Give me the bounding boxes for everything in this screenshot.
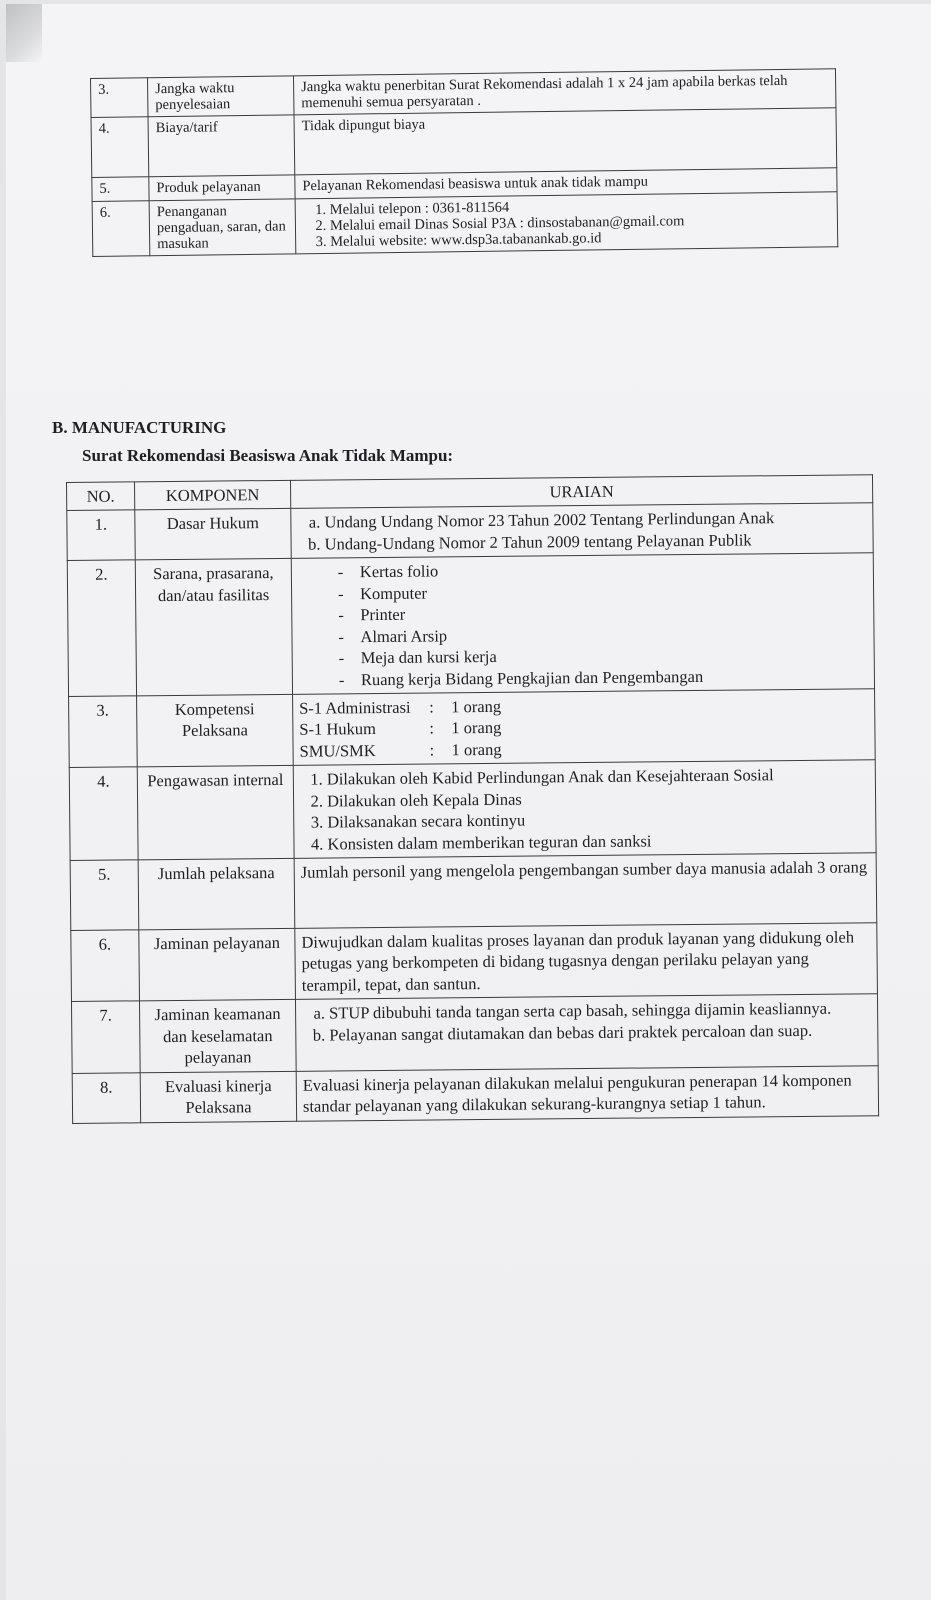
row-component: Produk pelayanan [149,175,295,200]
header-description: URAIAN [290,475,872,509]
row-description [293,760,876,858]
row-component: Jumlah pelaksana [138,858,295,929]
list-item: - Komputer [338,578,867,605]
row-component: Dasar Hukum [135,509,291,560]
row-description: Pelayanan Rekomendasi beasiswa untuk anak tidak mampu [295,168,837,198]
list-item: b. Undang-Undang Nomor 2 Tahun 2009 tentang Pelayanan Publik [325,528,867,555]
list-item: - Meja dan kursi kerja [339,642,868,669]
row-description: Tidak dipungut biaya [294,108,837,175]
table-row [92,191,838,256]
competency-role: S-1 Hukum [299,719,377,740]
row-component: Kompetensi Pelaksana [137,694,294,767]
header-no: NO. [67,482,135,511]
list-item: - Printer [338,600,867,627]
row-number: 4. [69,767,138,860]
section-subheading: Surat Rekomendasi Beasiswa Anak Tidak Mampu: [82,446,454,465]
table-row [91,108,837,178]
table-row [69,689,876,768]
competency-sep: : [429,697,434,717]
row-number: 1. [67,510,135,561]
header-component: KOMPONEN [135,480,291,510]
row-number: 6. [71,930,140,1002]
competency-line [299,735,868,762]
row-component: Jaminan keamanan dan keselamatan pelayanan [139,1000,296,1073]
table-row [67,553,874,696]
row-description [291,503,873,558]
list-item: 1. Dilakukan oleh Kabid Perlindungan Anak dan Kesejahteraan Sosial [327,764,869,791]
list-item: - Almari Arsip [338,621,867,648]
row-number: 7. [71,1001,140,1073]
row-number: 5. [92,177,149,201]
row-description: Evaluasi kinerja pelayanan dilakukan melalui pengukuran penerapan 14 komponen standar pelayanan yang dilakukan sekurang-kurangnya setiap 1 tahun. [296,1065,878,1120]
security-list [302,998,871,1046]
row-number: 2. [67,560,136,696]
row-description: Diwujudkan dalam kualitas proses layanan dan produk layanan yang didukung oleh petugas yang berkompeten di bidang tugasnya dengan perilaku pelayan yang terampil, tepat, dan santun. [295,923,878,1000]
row-number: 5. [70,860,139,931]
table-row [71,994,878,1073]
row-number: 6. [92,200,150,256]
row-description [295,191,838,254]
list-item: 1. Melalui telepon : 0361-811564 [330,195,830,218]
service-standard-table-main [66,474,879,1123]
competency-count: 1 orang [451,739,502,760]
table-row [70,853,877,931]
list-item: a. Undang Undang Nomor 23 Tahun 2002 Tentang Perlindungan Anak [324,507,866,534]
list-item: b. Pelayanan sangat diutamakan dan bebas dari praktek percaloan dan suap. [329,1019,871,1046]
competency-role: S-1 Administrasi [299,697,411,718]
list-item: a. STUP dibubuhi tanda tangan serta cap basah, sehingga dijamin keasliannya. [329,998,871,1025]
row-number: 4. [91,117,149,178]
list-item: 3. Melalui website: www.dsp3a.tabanankab.go.id [330,227,830,250]
row-component: Jaminan pelayanan [139,928,296,1001]
row-component: Jangka waktu penyelesaian [148,76,295,117]
competency-count: 1 orang [451,696,502,717]
list-item: 4. Konsisten dalam memberikan teguran dan sanksi [327,828,869,855]
row-description: Jumlah personil yang mengelola pengembangan sumber daya manusia adalah 3 orang [294,853,877,929]
list-item: 3. Dilaksanakan secara kontinyu [327,806,869,833]
table-row [71,923,878,1002]
row-number: 3. [91,78,149,118]
facilities-list [298,557,868,691]
service-standard-table-top [90,68,838,257]
row-number: 8. [72,1072,140,1123]
list-item: - Ruang kerja Bidang Pengkajian dan Pengembangan [339,664,868,691]
legal-basis-list [297,507,866,555]
list-item: 2. Melalui email Dinas Sosial P3A : dinsostabanan@gmail.com [330,211,830,234]
competency-sep: : [429,718,435,738]
list-item: 2. Dilakukan oleh Kepala Dinas [327,785,869,812]
table-row [69,760,876,860]
row-component: Evaluasi kinerja Pelaksana [140,1071,296,1122]
row-description: Jangka waktu penerbitan Surat Rekomendasi adalah 1 x 24 jam apabila berkas telah memenuhi semua persyaratan . [293,69,835,116]
row-component: Penanganan pengaduan, saran, dan masukan [149,199,296,257]
row-number: 3. [69,696,138,768]
row-component: Sarana, prasarana, dan/atau fasilitas [135,559,292,696]
row-description [293,689,876,766]
list-item: - Kertas folio [338,557,867,584]
competency-role: SMU/SMK [299,740,376,761]
table-row [72,1065,878,1123]
table-row [67,503,873,561]
row-description [295,994,878,1071]
competency-sep: : [429,740,435,760]
supervision-list [300,764,870,855]
row-description [291,553,874,694]
complaint-channel-list [303,195,831,251]
section-heading: B. MANUFACTURING [52,418,227,437]
row-component: Biaya/tarif [148,115,295,177]
competency-count: 1 orang [451,718,502,738]
row-component: Pengawasan internal [137,766,294,860]
page-corner-shadow [6,4,42,62]
